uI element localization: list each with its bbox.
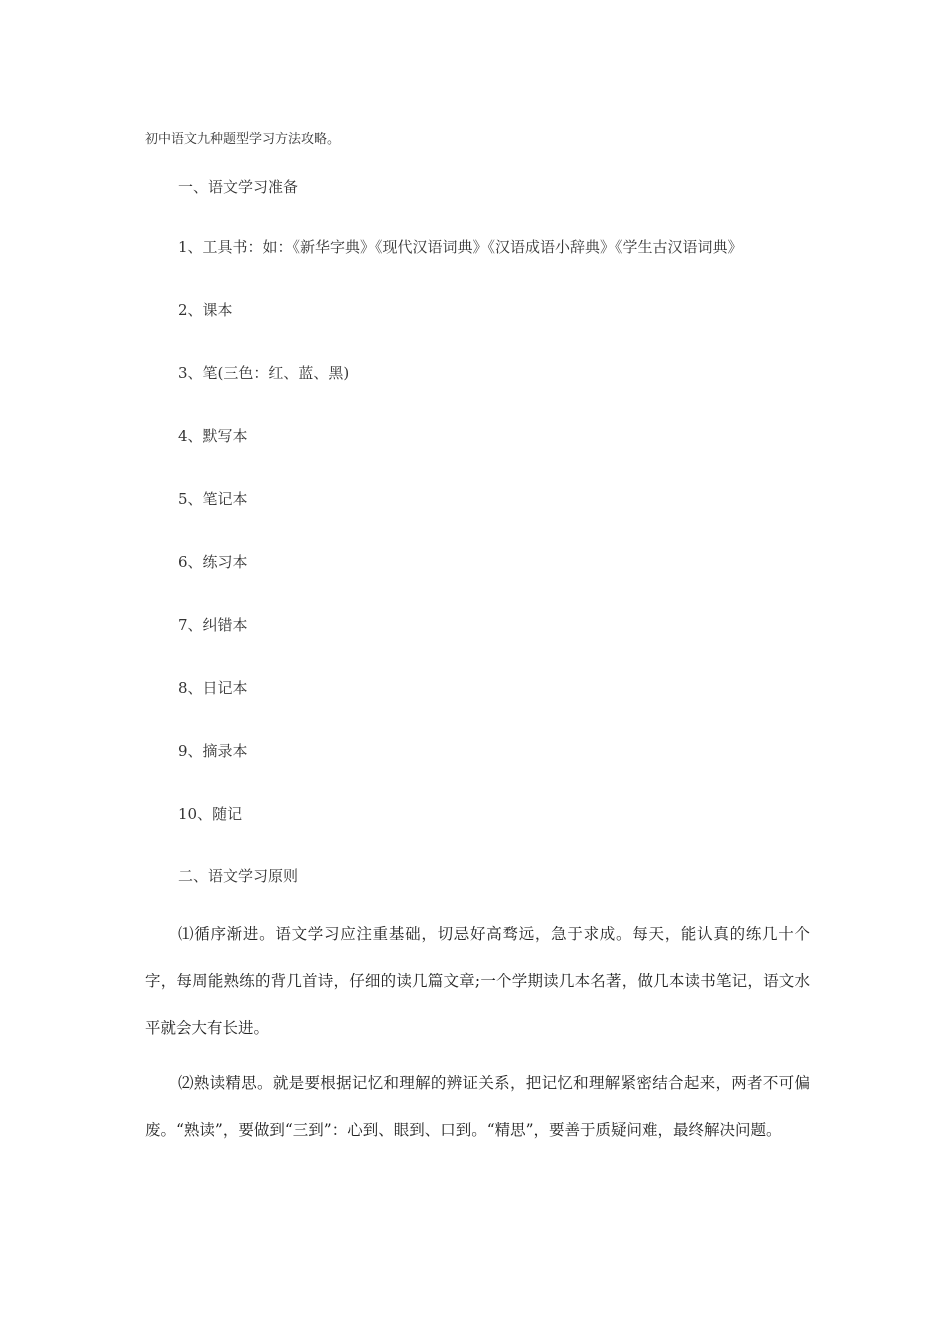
list-item: 1、工具书：如：《新华字典》《现代汉语词典》《汉语成语小辞典》《学生古汉语词典》 (178, 238, 743, 256)
list-item: 10、随记 (178, 805, 243, 823)
list-item: 6、练习本 (178, 553, 248, 571)
list-item: 9、摘录本 (178, 742, 248, 760)
paragraph-principle-2: ⑵熟读精思。就是要根据记忆和理解的辨证关系，把记忆和理解紧密结合起来，两者不可偏废。“熟读”，要做到“三到”：心到、眼到、口到。“精思”，要善于质疑问难，最终解决问题。 (145, 1074, 810, 1139)
section-heading-principles: 二、语文学习原则 (178, 867, 299, 885)
list-item: 8、日记本 (178, 679, 248, 697)
list-item: 4、默写本 (178, 427, 248, 445)
list-item: 3、笔(三色：红、蓝、黑) (178, 364, 350, 382)
document-title: 初中语文九种题型学习方法攻略。 (145, 132, 341, 147)
list-item: 5、笔记本 (178, 490, 248, 508)
list-item: 7、纠错本 (178, 616, 248, 634)
list-item: 2、课本 (178, 301, 233, 319)
section-heading-preparation: 一、语文学习准备 (178, 178, 299, 196)
paragraph-principle-1: ⑴循序渐进。语文学习应注重基础，切忌好高骛远，急于求成。每天，能认真的练几十个字，每周能熟练的背几首诗，仔细的读几篇文章;一个学期读几本名著，做几本读书笔记，语文水平就会大有长进。 (145, 925, 810, 1037)
